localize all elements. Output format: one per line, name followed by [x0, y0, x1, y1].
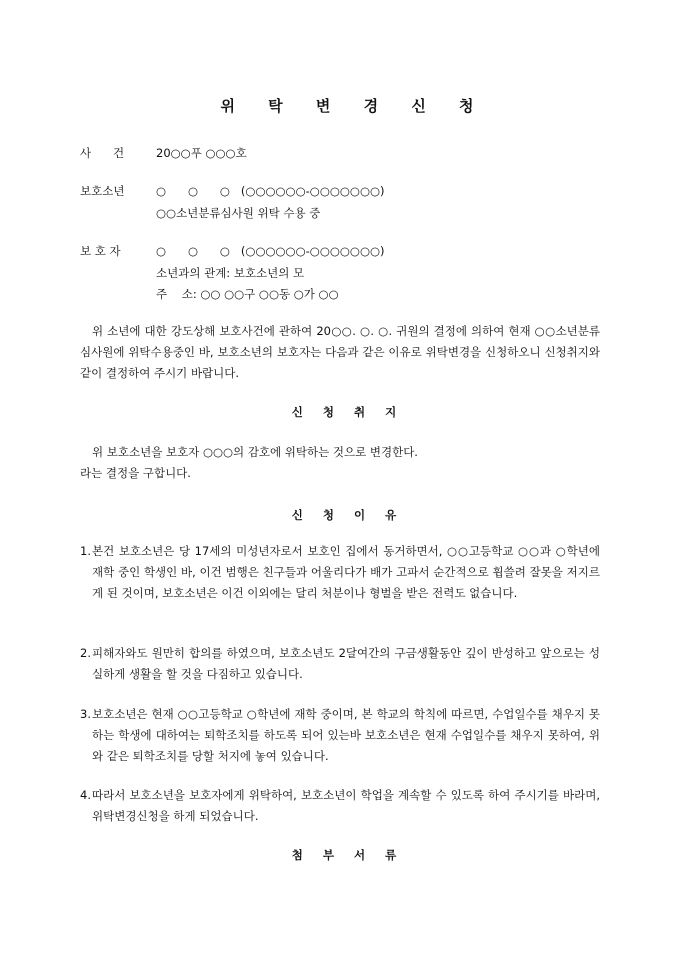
- intro-paragraph: 위 소년에 대한 강도상해 보호사건에 관하여 20○○. ○. ○. 귀원의 결정에 의하여 현재 ○○소년분류심사원에 위탁수용중인 바, 보호소년의 보호자는 다음과 같은 이유로 위탁변경을 신청하오니 신청취지와 같이 결정하여 주시기 바랍니다.: [80, 324, 600, 380]
- reason-item: [80, 541, 600, 604]
- juvenile-status: ○○소년분류심사원 위탁 수용 중: [156, 206, 321, 220]
- guardian-row: [80, 243, 385, 259]
- reason-number: 1.: [80, 544, 91, 558]
- attachments-heading: 첨 부 서 류: [291, 848, 405, 862]
- reason-item: [80, 643, 600, 685]
- reasons-heading: 신 청 이 유: [291, 508, 405, 522]
- reason-text: 보호소년은 현재 ○○고등학교 ○학년에 재학 중이며, 본 학교의 학칙에 따르면, 수업일수를 채우지 못하는 학생에 대하여는 퇴학조치를 하도록 되어 있는바 보호소년은 현재 수업일수를 채우지 못하여, 위와 같은 퇴학조치를 당할 처지에 놓여 있습니다.: [92, 707, 600, 763]
- guardian-name: ○ ○ ○ (○○○○○○-○○○○○○○): [156, 244, 385, 258]
- guardian-label: 보 호 자: [80, 244, 121, 258]
- purpose-line-2: 라는 결정을 구합니다.: [80, 466, 191, 480]
- juvenile-row: [80, 183, 385, 199]
- reason-text: 본건 보호소년은 당 17세의 미성년자로서 보호인 집에서 동거하면서, ○○고등학교 ○○과 ○학년에 재학 중인 학생인 바, 이건 범행은 친구들과 어울리다가 배가 고파서 순간적으로 휩쓸려 잘못을 저지르게 된 것이며, 보호소년은 이건 이외에는 달리 처분이나 형벌을 받은 전력도 없습니다.: [92, 544, 600, 600]
- document-title: 위 탁 변 경 신 청: [220, 97, 488, 115]
- reason-number: 3.: [80, 707, 91, 721]
- reason-text: 피해자와도 원만히 합의를 하였으며, 보호소년도 2달여간의 구금생활동안 깊이 반성하고 앞으로는 성실하게 생활을 할 것을 다짐하고 있습니다.: [92, 646, 600, 681]
- reason-text: 따라서 보호소년을 보호자에게 위탁하여, 보호소년이 학업을 계속할 수 있도록 하여 주시기를 바라며, 위탁변경신청을 하게 되었습니다.: [92, 788, 600, 823]
- guardian-relation: 소년과의 관계: 보호소년의 모: [156, 266, 305, 280]
- case-label: 사 건: [80, 146, 125, 160]
- juvenile-label: 보호소년: [80, 184, 125, 198]
- case-row: [80, 145, 247, 161]
- purpose-line-1: 위 보호소년을 보호자 ○○○의 감호에 위탁하는 것으로 변경한다.: [92, 445, 418, 459]
- reason-item: [80, 785, 600, 827]
- purpose-heading: 신 청 취 지: [291, 405, 405, 419]
- juvenile-name: ○ ○ ○ (○○○○○○-○○○○○○○): [156, 184, 385, 198]
- reason-number: 4.: [80, 788, 91, 802]
- reason-number: 2.: [80, 646, 91, 660]
- case-number: 20○○푸 ○○○호: [156, 146, 247, 160]
- guardian-address: 주 소: ○○ ○○구 ○○동 ○가 ○○: [156, 287, 339, 301]
- reason-item: [80, 704, 600, 767]
